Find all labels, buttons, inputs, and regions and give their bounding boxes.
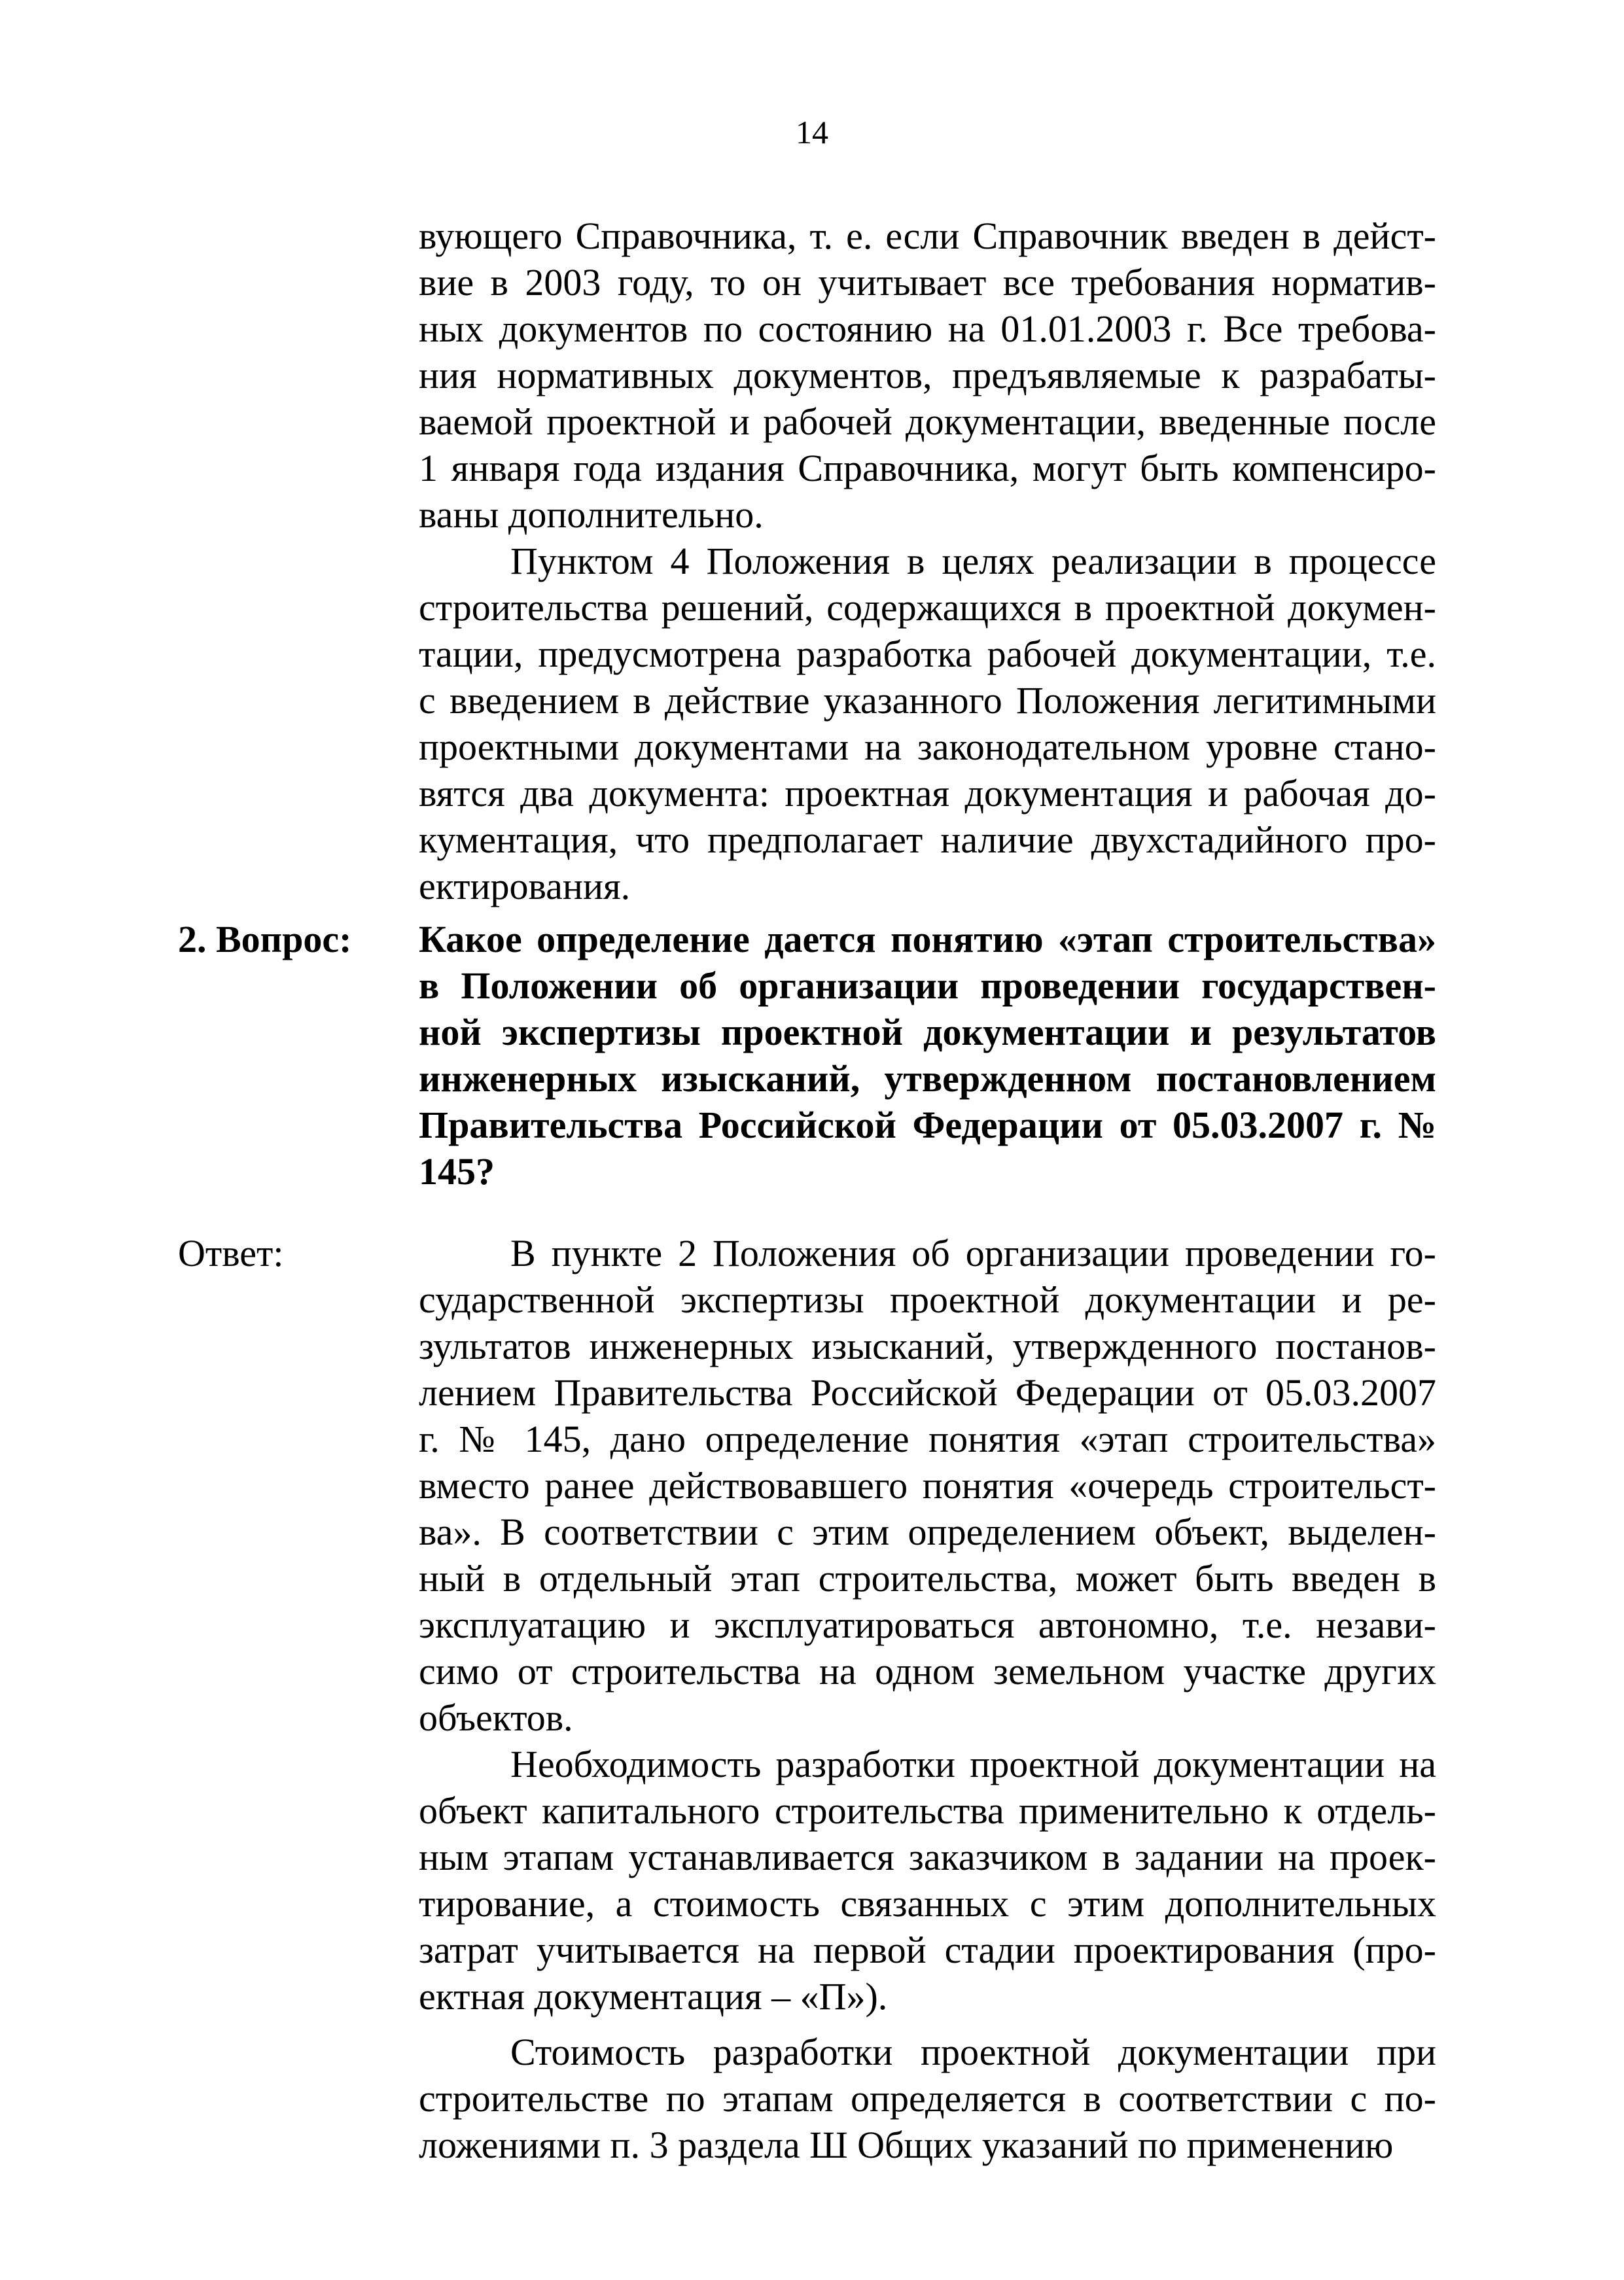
text-line: 145?	[419, 1150, 495, 1193]
text-line: строительстве по этапам определяется в соответствии с по-	[419, 2077, 1436, 2120]
text-line: В пункте 2 Положения об организации проведении го-	[510, 1232, 1436, 1274]
text-line: ектная документация – «П»).	[419, 1975, 888, 2018]
answer-paragraph-1	[419, 1230, 1436, 1741]
text-line: строительства решений, содержащихся в проектной докумен-	[419, 586, 1436, 629]
text-line: инженерных изысканий, утвержденном постановлением	[419, 1057, 1436, 1100]
text-line: ным этапам устанавливается заказчиком в задании на проек-	[419, 1836, 1436, 1878]
text-line: объектов.	[419, 1696, 573, 1739]
text-line: ектирования.	[419, 865, 631, 907]
text-line: тирование, а стоимость связанных с этим дополнительных	[419, 1882, 1436, 1925]
answer-text-block	[419, 1230, 1436, 2168]
text-line: вие в 2003 году, то он учитывает все требования норматив-	[419, 261, 1436, 304]
text-line: лением Правительства Российской Федерации от 05.03.2007	[419, 1371, 1436, 1414]
text-line: вующего Справочника, т. е. если Справочник введен в дейст-	[419, 215, 1436, 257]
intro-paragraph-1	[419, 213, 1436, 538]
text-line: кументация, что предполагает наличие двухстадийного про-	[419, 818, 1436, 861]
intro-paragraph-2	[419, 538, 1436, 909]
text-line: г. № 145, дано определение понятия «этап строительства»	[419, 1418, 1436, 1460]
text-line: ва». В соответствии с этим определением объект, выделен-	[419, 1511, 1436, 1553]
text-line: ния нормативных документов, предъявляемые к разрабаты-	[419, 354, 1436, 396]
page-number: 14	[796, 114, 828, 150]
text-line: в Положении об организации проведении государствен-	[419, 964, 1436, 1007]
text-line: проектными документами на законодательном уровне стано-	[419, 726, 1436, 768]
text-line: 1 января года издания Справочника, могут быть компенсиро-	[419, 447, 1436, 489]
text-line: ложениями п. 3 раздела Ш Общих указаний по применению	[419, 2124, 1394, 2166]
text-line: тации, предусмотрена разработка рабочей документации, т.е.	[419, 633, 1436, 675]
text-line: ный в отдельный этап строительства, может быть введен в	[419, 1557, 1436, 1600]
text-line: вместо ранее действовавшего понятия «очередь строительст-	[419, 1464, 1436, 1507]
text-line: Стоимость разработки проектной документации при	[510, 2031, 1436, 2073]
text-line: объект капитального строительства применительно к отдель-	[419, 1789, 1436, 1832]
text-line: сударственной экспертизы проектной документации и ре-	[419, 1278, 1436, 1321]
question-label: 2. Вопрос:	[178, 918, 352, 960]
text-line: ных документов по состоянию на 01.01.2003 г. Все требова-	[419, 307, 1436, 350]
text-line: ной экспертизы проектной документации и результатов	[419, 1011, 1436, 1053]
text-line: Необходимость разработки проектной документации на	[510, 1743, 1436, 1785]
text-line: симо от строительства на одном земельном участке других	[419, 1650, 1436, 1692]
answer-paragraph-2	[419, 1741, 1436, 2020]
text-line: Правительства Российской Федерации от 05.03.2007 г. №	[419, 1104, 1436, 1146]
text-line: зультатов инженерных изысканий, утвержденного постанов-	[419, 1325, 1436, 1367]
text-line: эксплуатацию и эксплуатироваться автономно, т.е. незави-	[419, 1604, 1436, 1646]
text-line: ваны дополнительно.	[419, 493, 764, 536]
text-line: ваемой проектной и рабочей документации, введенные после	[419, 400, 1436, 443]
text-line: с введением в действие указанного Положения легитимными	[419, 679, 1436, 722]
answer-paragraph-3	[419, 2029, 1436, 2168]
answer-label: Ответ:	[178, 1232, 284, 1274]
text-line: Какое определение дается понятию «этап строительства»	[419, 918, 1436, 960]
question-text	[419, 916, 1436, 1195]
text-line: вятся два документа: проектная документация и рабочая до-	[419, 772, 1436, 815]
text-line: Пунктом 4 Положения в целях реализации в процессе	[510, 540, 1436, 582]
intro-text-block	[419, 213, 1436, 909]
text-line: затрат учитывается на первой стадии проектирования (про-	[419, 1929, 1436, 1971]
